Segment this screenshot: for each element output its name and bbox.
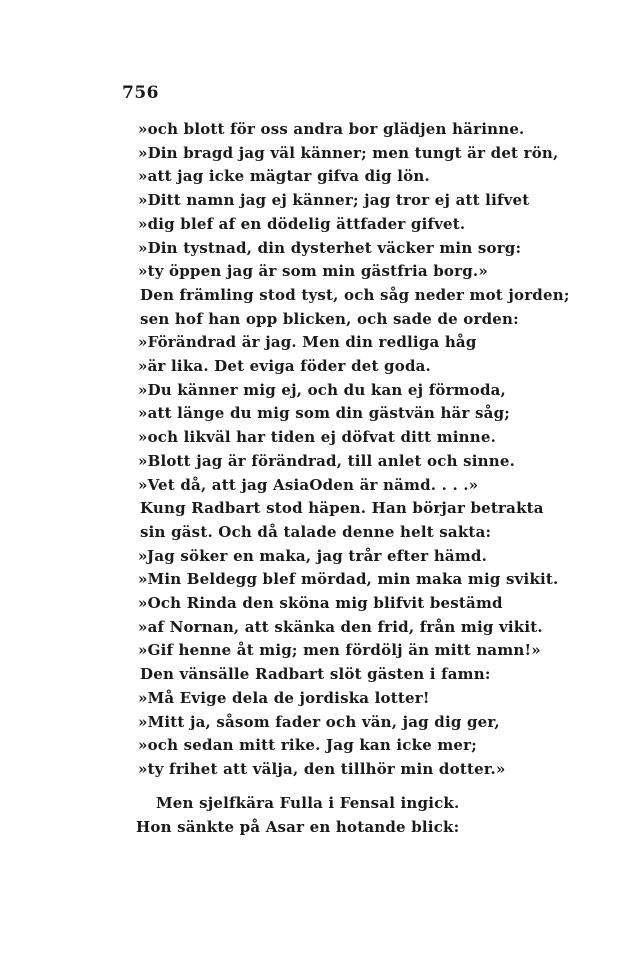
- poem-line: Men sjelfkära Fulla i Fensal ingick.: [156, 794, 460, 812]
- poem-line: »Jag söker en maka, jag trår efter hämd.: [138, 546, 488, 565]
- poem-line: »dig blef af en dödelig ättfader gifvet.: [138, 214, 466, 233]
- poem-line: »Din bragd jag väl känner; men tungt är det rön,: [138, 143, 559, 162]
- poem-line: »Förändrad är jag. Men din redliga håg: [138, 333, 477, 352]
- poem-line: »Blott jag är förändrad, till anlet och sinne.: [138, 451, 516, 470]
- poem-line: Den vänsälle Radbart slöt gästen i famn:: [140, 665, 491, 684]
- poem-line: »Mitt ja, såsom fader och vän, jag dig ger,: [138, 712, 500, 731]
- poem-line: »Din tystnad, din dysterhet väcker min sorg:: [138, 238, 522, 257]
- poem-line: »och blott för oss andra bor glädjen härinne.: [138, 120, 525, 138]
- poem-line: »Gif henne åt mig; men fördölj än mitt namn!»: [138, 641, 541, 660]
- poem-line: sen hof han opp blicken, och sade de orden:: [140, 309, 519, 328]
- poem-line: »Och Rinda den sköna mig blifvit bestämd: [138, 594, 503, 612]
- poem-line: »af Nornan, att skänka den frid, från mig vikit.: [138, 617, 543, 636]
- poem-line: »och likväl har tiden ej döfvat ditt minne.: [138, 428, 497, 447]
- poem-line: »Ditt namn jag ej känner; jag tror ej att lifvet: [138, 191, 530, 210]
- poem-line: »Min Beldegg blef mördad, min maka mig svikit.: [138, 570, 559, 589]
- poem-line: »Du känner mig ej, och du kan ej förmoda,: [138, 380, 506, 399]
- poem-line: Kung Radbart stod häpen. Han börjar betrakta: [140, 499, 544, 518]
- poem-line: Hon sänkte på Asar en hotande blick:: [136, 818, 460, 836]
- page-number: 756: [122, 83, 159, 103]
- poem-line: Den främling stod tyst, och såg neder mot jorden;: [140, 285, 570, 304]
- poem-line: »är lika. Det eviga föder det goda.: [138, 357, 431, 375]
- poem-line: »Vet då, att jag AsiaOden är nämd. . . .»: [138, 475, 479, 494]
- poem-line: »och sedan mitt rike. Jag kan icke mer;: [138, 736, 478, 755]
- poem-line: »ty öppen jag är som min gästfria borg.»: [138, 262, 488, 281]
- poem-line: »att jag icke mägtar gifva dig lön.: [138, 167, 430, 186]
- poem-line: sin gäst. Och då talade denne helt sakta:: [140, 522, 492, 541]
- poem-line: »Må Evige dela de jordiska lotter!: [138, 688, 430, 707]
- poem-line: »att länge du mig som din gästvän här såg;: [138, 404, 510, 423]
- poem-line: »ty frihet att välja, den tillhör min dotter.»: [138, 759, 506, 778]
